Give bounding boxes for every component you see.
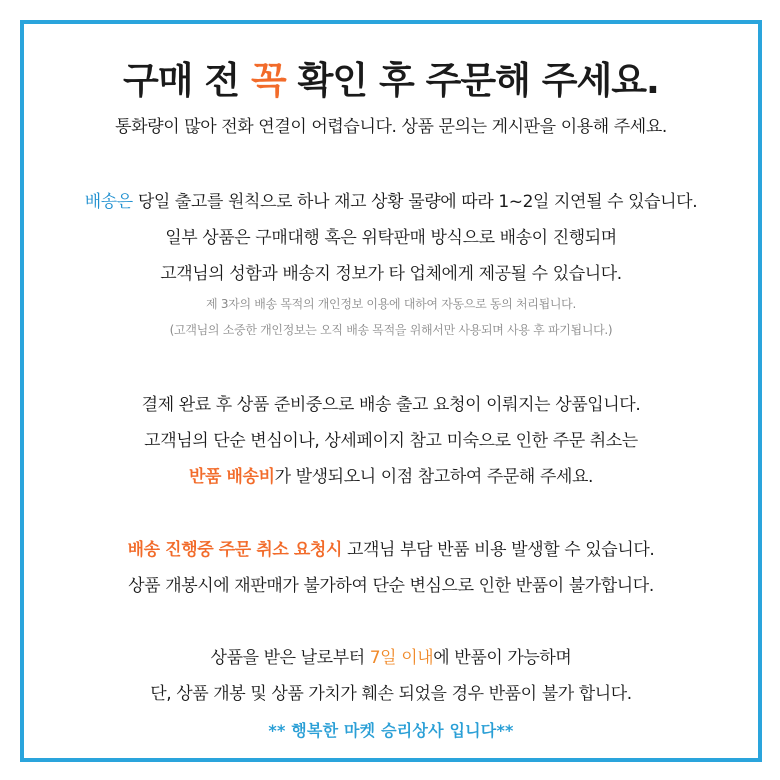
cancel-highlight: 배송 진행중 주문 취소 요청시 (127, 540, 342, 560)
shipping-note-2: (고객님의 소중한 개인정보는 오직 배송 목적을 위해서만 사용되며 사용 후 파기됩니다.) (169, 323, 613, 337)
returns-line-2: 고객님의 단순 변심이나, 상세페이지 참고 미숙으로 인한 주문 취소는 (144, 431, 638, 451)
shipping-highlight: 배송은 (84, 192, 133, 212)
returns-line-3-rest: 가 발생되오니 이점 참고하여 주문해 주세요. (274, 467, 594, 487)
period-line-1 (24, 643, 758, 668)
returns-line-3 (24, 462, 758, 487)
cancel-line-2: 상품 개봉시에 재판매가 불가하여 단순 변심으로 인한 반품이 불가합니다. (128, 576, 654, 596)
shipping-note-1: 제 3자의 배송 목적의 개인정보 이용에 대하여 자동으로 동의 처리됩니다. (206, 297, 576, 311)
returns-line-1: 결제 완료 후 상품 준비중으로 배송 출고 요청이 이뤄지는 상품입니다. (141, 395, 641, 415)
title-pre: 구매 전 (122, 59, 251, 102)
period-line-1-pre: 상품을 받은 날로부터 (210, 648, 370, 668)
shipping-line-3: 고객님의 성함과 배송지 정보가 타 업체에게 제공될 수 있습니다. (160, 264, 622, 284)
title-post: 확인 후 주문해 주세요. (285, 59, 659, 102)
footer-text: ** 행복한 마켓 승리상사 입니다** (268, 721, 514, 740)
shipping-line-1 (24, 187, 758, 212)
shipping-line-2: 일부 상품은 구매대행 혹은 위탁판매 방식으로 배송이 진행되며 (165, 228, 617, 248)
period-line-1-post: 에 반품이 가능하며 (433, 648, 572, 668)
return-fee-highlight: 반품 배송비 (188, 467, 275, 487)
intro-text: 통화량이 많아 전화 연결이 어렵습니다. 상품 문의는 게시판을 이용해 주세요. (115, 117, 667, 137)
period-line-2: 단, 상품 개봉 및 상품 가치가 훼손 되었을 경우 반품이 불가 합니다. (150, 684, 632, 704)
shipping-line-1-rest: 당일 출고를 원칙으로 하나 재고 상황 물량에 따라 1~2일 지연될 수 있습니다. (132, 192, 698, 212)
cancel-line-1 (24, 535, 758, 560)
page-title (24, 50, 758, 104)
title-highlight: 꼭 (250, 59, 286, 102)
period-highlight: 7일 이내 (369, 648, 434, 668)
notice-frame (20, 20, 762, 762)
cancel-line-1-rest: 고객님 부담 반품 비용 발생할 수 있습니다. (341, 540, 655, 560)
